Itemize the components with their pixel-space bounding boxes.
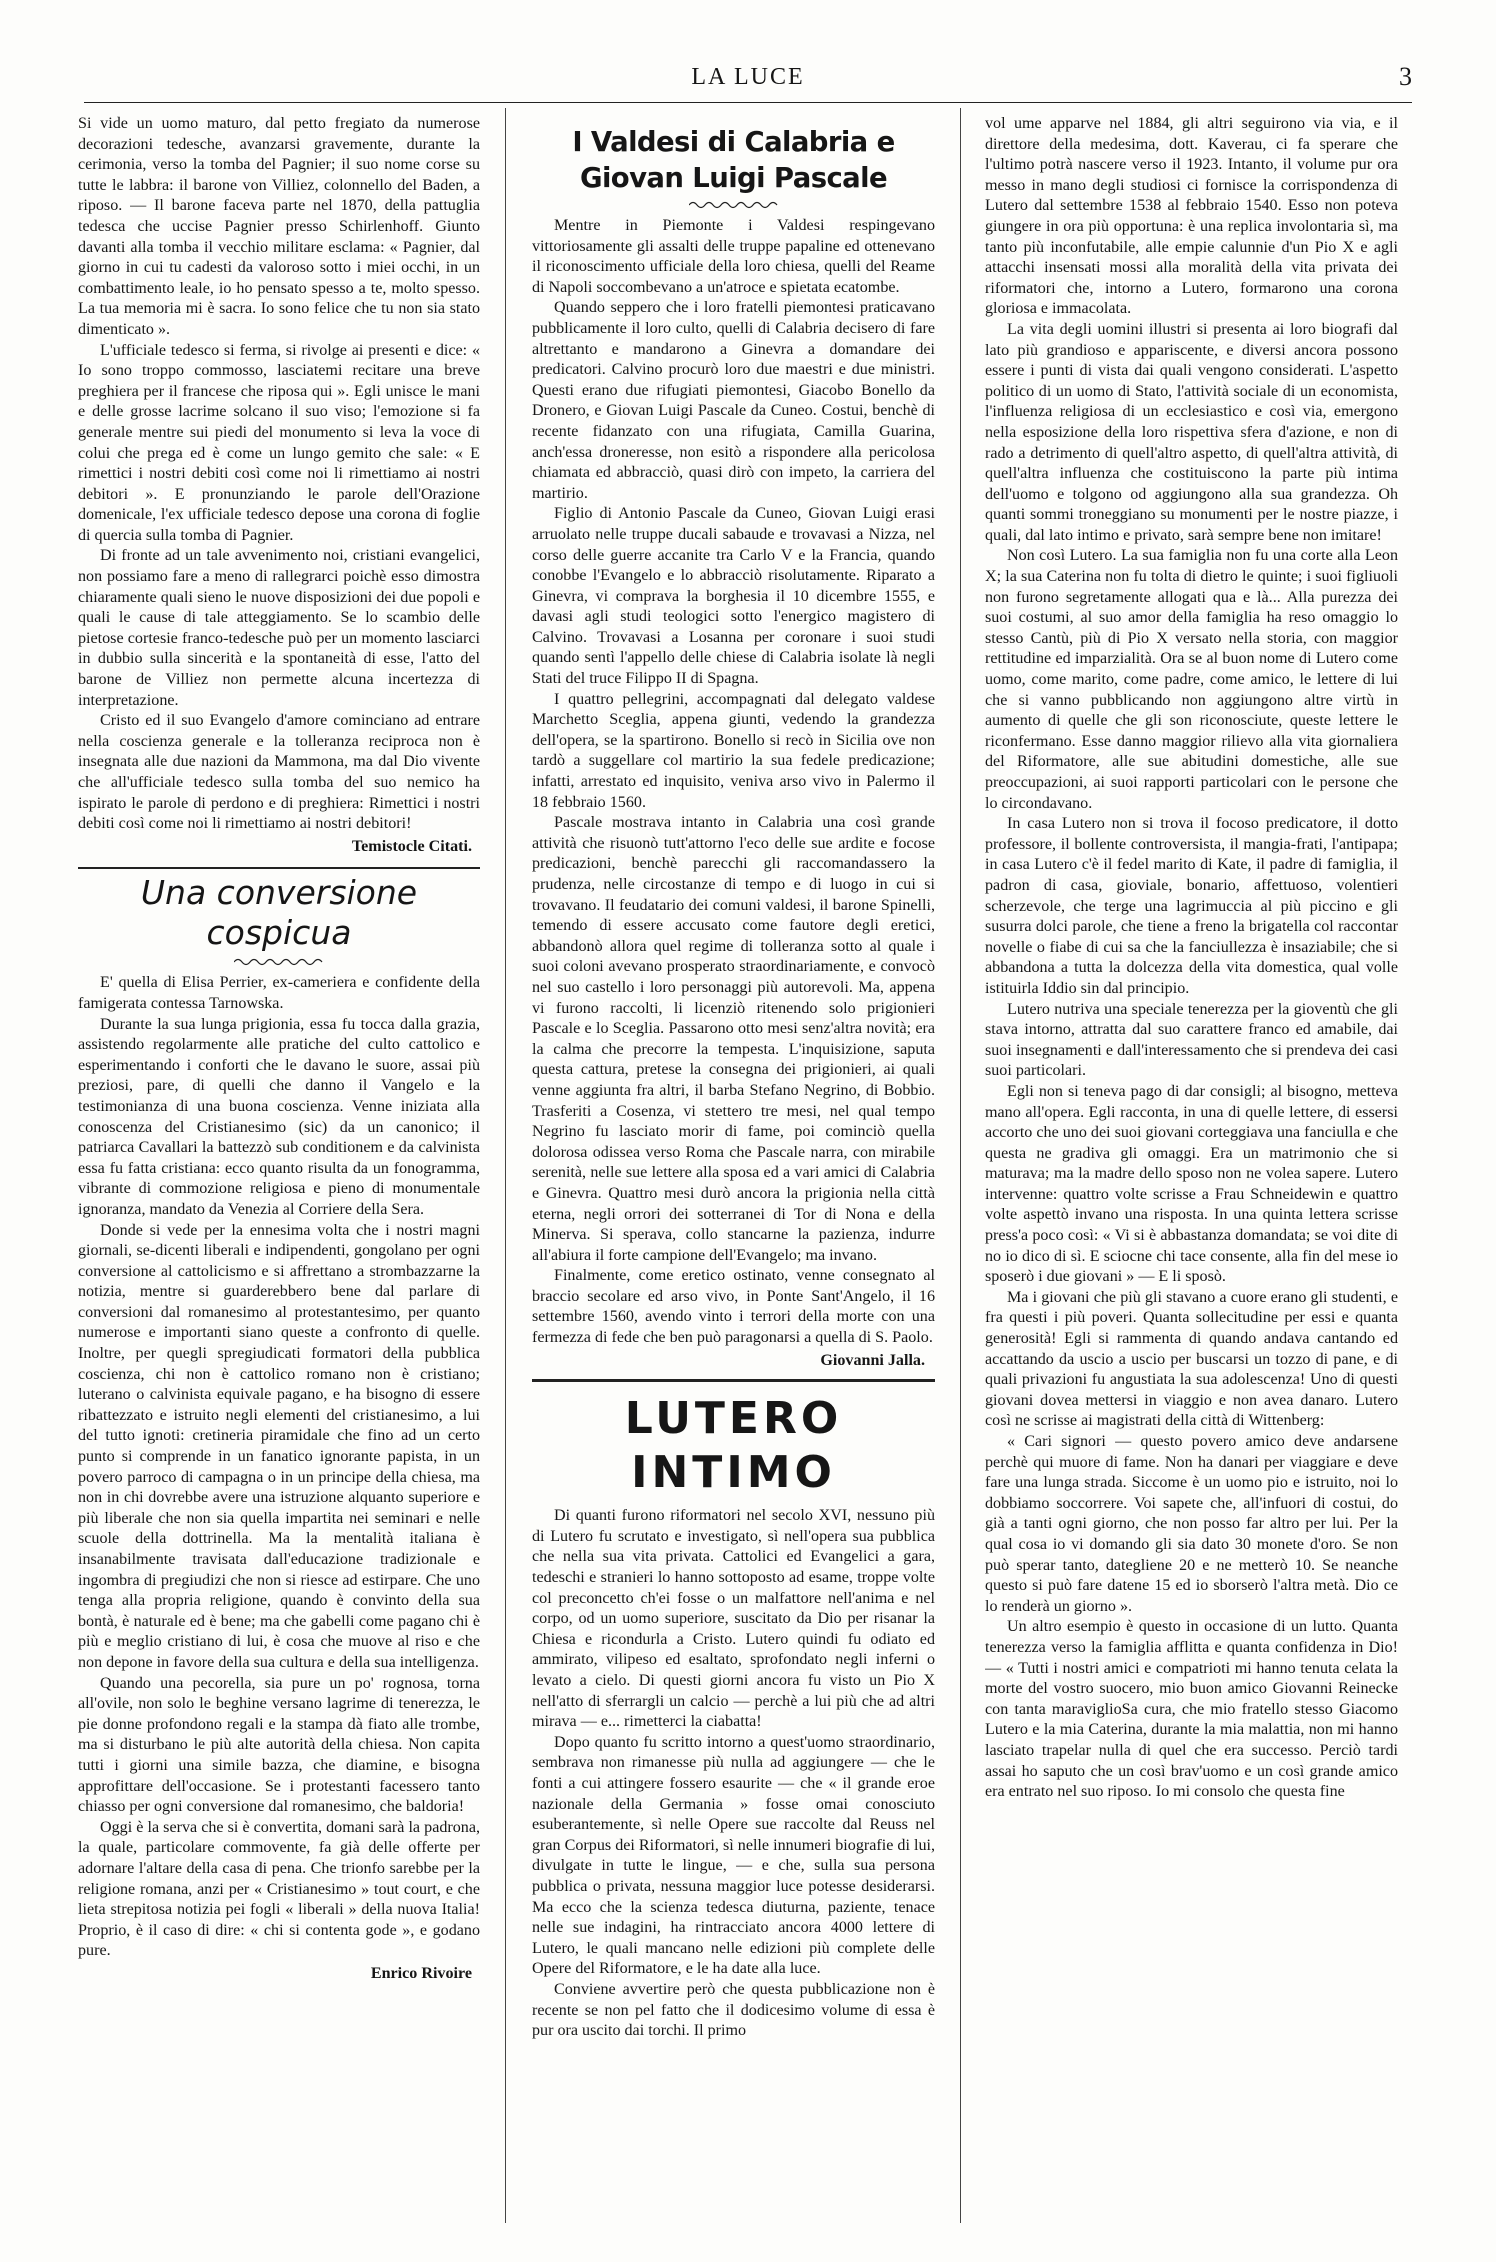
paragraph: Donde si vede per la ennesima volta che i nostri magni giornali, se-dicenti liberali e indipendenti, gongolano per ogni conversione al cattolicismo e si affrettano a strombazzarne la notizia, mentre si guarderebbero bene dal parlare di conversioni dal romanesimo al protestantesimo, per quanto numerose e importanti siano queste a confronto di quelle. Inoltre, per quegli spregiudicati formatori della pubblica coscienza, chi non è cattolico romano non è cristiano; luterano o calvinista equivale pagano, e ha bisogno di essere ribattezzato e istruito negli elementi del cristianesimo, a lui del tutto ignoti: cretineria piramidale che fino ad un certo punto si comprende in un fanatico ignorante papista, in un povero parroco di campagna o in un principe della chiesa, ma non in chi dovrebbe avere una istruzione alquanto superiore e più liberale che non sia quella impartita nei seminari e nelle scuole della dottrinella. Ma la mentalità italiana è insanabilmente travisata dall'educazione tradizionale e ingombra di pregiudizi che non si riesce ad estirpare. Che uno tenga alla propria religione, quando è convinto della sua bontà, è naturale ed è bene; ma che gabelli come pagano chi è più e meglio cristiano di lui, è cosa che muove al riso e che non depone in favore della sua cultura e della sua intelligenza. <box>78 1221 480 1671</box>
paragraph: Dopo quanto fu scritto intorno a quest'uomo straordinario, sembrava non rimanesse più nulla ad aggiungere — che le fonti a cui attingere fossero esaurite — che « il grande eroe nazionale della Germania » fosse omai conosciuto esuberantemente, sì nelle Opere sue raccolte dal Reuss nel gran Corpus dei Riformatori, sì nelle innumeri biografie di lui, divulgate in tutte le lingue, — e che, sulla sua persona pubblica o privata, nessuna maggior luce potesse desiderarsi. Ma ecco che la scienza tedesca diuturna, paziente, tenace nelle sue indagini, ha rintracciato ancora 4000 lettere di Lutero, le quali mancano nelle edizioni più complete delle Opere del Riformatore, e le ha date alla luce. <box>532 1733 935 1978</box>
article-heading: I Valdesi di Calabria e Giovan Luigi Pascale <box>572 126 895 194</box>
article-heading: Una conversione cospicua <box>78 867 480 953</box>
paragraph: Lutero nutriva una speciale tenerezza per la gioventù che gli stava intorno, attratta dal suo carattere franco ed amabile, dai suoi insegnamenti e dall'interessamento che si prendeva dei casi suoi particolari. <box>985 1000 1398 1080</box>
paragraph: Non così Lutero. La sua famiglia non fu una corte alla Leon X; la sua Caterina non fu tolta di dietro le quinte; i suoi figliuoli non furono segretamente allogati qua e là... Alla purezza dei suoi costumi, al suo amor della famiglia ha reso omaggio lo stesso Cantù, più di Pio X versato nella storia, con maggior rettitudine ed imparzialità. Ora se al buon nome di Lutero come uomo, come marito, come padre, come amico, le lettere di lui che si vanno pubblicando non aggiungono altre virtù in aumento di quelle che gli son riconosciute, queste lettere le riconfermano. Esse danno maggior rilievo alla vita giornaliera del Riformatore, alle sue abitudini domestiche, alle sue preoccupazioni, ai suoi rapporti particolari con le persone che lo circondavano. <box>985 547 1398 812</box>
page-number: 3 <box>1399 62 1412 91</box>
paragraph: vol ume apparve nel 1884, gli altri seguirono via via, e il direttore della medesima, dott. Kaverau, ci fa sperare che l'ultimo potrà nascere verso il 1923. Intanto, il volume pur ora messo in mano degli studiosi ci fornisce la corrispondenza di Lutero dal settembre 1538 al febbraio 1540. Esso non poteva giungere in ora più opportuna: è una replica involontaria sì, ma tanto più inconfutabile, alle empie calunnie d'un Pio X e agli attacchi insensati mossi alla moralità della vita privata dei riformatori che, intorno a Lutero, formarono una corona gloriosa e immacolata. <box>985 115 1398 318</box>
article-signature: Giovanni Jalla. <box>820 1351 925 1369</box>
paragraph: La vita degli uomini illustri si presenta ai loro biografi dal lato più grandioso e appariscente, e diversi ancora possono essere i punti di vista dai quali vengono considerati. L'aspetto politico di un uomo di Stato, l'attività sociale di un economista, l'influenza religiosa di un ecclesiastico e così via, emergono nella esposizione della loro rispettiva sfera d'azione, e non di rado a detrimento di quell'altro aspetto, di quell'altra attività, di quell'altra influenza che costituiscono la parte più intima dell'uomo e tolgono od aggiungono alla sua grandezza. Oh quanti sommi troneggiano su monumenti per le nostre piazze, i quali, dal lato intimo e privato, sarà sempre bene non imitare! <box>985 320 1398 544</box>
paragraph: I quattro pellegrini, accompagnati dal delegato valdese Marchetto Sceglia, appena giunti, vedendo la grandezza dell'opera, se la spartirono. Bonello si recò in Sicilia ove non tardò a suggellare col martirio la sua fedele predicazione; infatti, arrestato ed inquisito, veniva arso vivo in Palermo il 18 febbraio 1560. <box>532 690 935 811</box>
paragraph: In casa Lutero non si trova il focoso predicatore, il dotto professore, il bollente controversista, il mangia-frati, l'antipapa; in casa Lutero c'è il fedel marito di Kate, il padre di famiglia, il padron di casa, gioviale, bonario, affettuoso, volentieri scherzevole, che terge una lagrimuccia al più piccino e gli susurra dolci parole, che tiene a freno la brigatella col raccontar novelle o fiabe di cui sa che la fanciullezza è insaziabile; che si abbandona a tutta la dolcezza della vita domestica, qual volle istituirla Iddio sin dal principio. <box>985 815 1398 997</box>
paragraph: Mentre in Piemonte i Valdesi respingevano vittoriosamente gli assalti delle truppe papaline ed ottenevano il riconoscimento ufficiale della loro chiesa, quelli del Reame di Napoli soccombevano a un'atroce e spietata ecatombe. <box>532 217 935 296</box>
paragraph: Egli non si teneva pago di dar consigli; al bisogno, metteva mano all'opera. Egli racconta, in una di quelle lettere, di essersi accorto che uno dei suoi giovani corteggiava una fanciulla e che questa ne gradiva gli omaggi. Era un matrimonio che si maturava; ma la madre dello sposo non ne volea sapere. Lutero intervenne: quattro volte scrisse a Frau Schneidewin e quattro volte aspettò invano una risposta. In una quinta lettera scrisse press'a poco così: « Vi si è abbastanza domandata; se voi dite di no io dico di sì. E sciocne chi tace consente, alla fin del mese io sposerò i due giovani » — E li sposò. <box>985 1082 1398 1286</box>
paragraph: E' quella di Elisa Perrier, ex-cameriera e confidente della famigerata contessa Tarnowska. <box>78 974 480 1012</box>
paragraph: Pascale mostrava intanto in Calabria una così grande attività che risuonò tutt'attorno l'eco delle sue ardite e focose predicazioni, benchè parecchi gli raccomandassero la prudenza, nelle circostanze di tempo e di luogo in cui si trovavano. Il feudatario dei comuni valdesi, il barone Spinelli, temendo di essere accusato come fautore degli eretici, abbandonò allora quel regime di tolleranza sotto al quale i suoi coloni avevano prosperato straordinariamente, e convocò nel suo castello i loro personaggi più autorevoli. Ma, appena vi furono raccolti, li licenziò ritenendo solo prigionieri Pascale e lo Sceglia. Passarono otto mesi senz'altra novità; era la calma che precorre la tempesta. L'inquisizione, saputa questa cattura, pretese la consegna dei prigionieri, ai quali venne aggiunta fra altri, il barba Stefano Negrino, di Bobbio. Trasferiti a Cosenza, vi stettero tre mesi, nel qual tempo Negrino fu lasciato morir di fame, poi cominciò quella dolorosa odissea verso Roma che Pascale narra, con mirabile serenità, nelle sue lettere alla sposa ed a vari amici di Calabria e Ginevra. Quattro mesi durò ancora la prigionia nella città eterna, negli orrori dei sotterranei di Tor di Nona e della Minerva. Si sperava, collo stancarne la pazienza, indurre all'abiura il forte campione dell'Evangelo; ma invano. <box>532 814 935 1264</box>
paragraph: Conviene avvertire però che questa pubblicazione non è recente se non pel fatto che il dodicesimo volume di essa è pur ora uscito dai torchi. Il primo <box>532 1980 935 2040</box>
heading-ornament <box>78 953 480 967</box>
paragraph: Cristo ed il suo Evangelo d'amore cominciano ad entrare nella coscienza generale e la tolleranza reciproca non è insegnata alle due nazioni da Mammona, ma dal Dio vivente che all'ufficiale tedesco sulla tomba del suo nemico ha ispirato le parole di perdono e di preghiera: Rimettici i nostri debiti così come noi li rimettiamo ai nostri debitori! <box>78 712 480 833</box>
column-1 <box>78 114 480 2219</box>
column-3 <box>985 114 1398 2219</box>
quoted-letter: « Cari signori — questo povero amico deve andarsene perchè qui muore di fame. Non ha danari per viaggiare e deve fare una lunga strada. Siccome è un uomo pio e istruito, noi lo dobbiamo soccorrere. Voi sapete che, all'infuori di costui, do già a tanti ogni giorno, che non posso far altro per lui. Per la qual cosa io vi domando gli sia dato 30 monete d'oro. Se non può sperar tanto, dategliene 20 e ne metterò 10. Se neanche questo si può fare datene 15 ed io sborserò l'altra metà. Dio ce lo renderà un giorno ». <box>985 1433 1398 1615</box>
paragraph: Di quanti furono riformatori nel secolo XVI, nessuno più di Lutero fu scrutato e investigato, sì nell'opera sua pubblica che nella sua vita privata. Cattolici ed Evangelici a gara, tedeschi e stranieri lo hanno sottoposto ad esame, troppe volte col preconcetto ch'ei fosse o un malfattore nell'anima e nel corpo, od un uomo superiore, suscitato da Dio per risanar la Chiesa e ricondurla a Cristo. Lutero quindi fu odiato ed ammirato, vilipeso ed esaltato, sprofondato negli inferni o levato a cielo. Di questi giorni ancora fu visto un Pio X nell'atto di sferrargli un calcio — perchè a lui più che ad altri mirava — e... rimetterci la ciabatta! <box>532 1507 935 1731</box>
paragraph: L'ufficiale tedesco si ferma, si rivolge ai presenti e dice: « Io sono troppo commosso, lasciatemi recitare una breve preghiera per il francese che riposa qui ». Egli unisce le mani e delle grosse lacrime solcano il suo viso; l'emozione si fa generale mentre sui piedi del monumento si leva la voce di colui che prega ed è come un lungo gemito che sale: « E rimettici i nostri debiti così come noi li rimettiamo ai nostri debitori ». E pronunziando le parole dell'Orazione domenicale, l'ex ufficiale tedesco depose una corona di foglie di quercia sulla tomba di Pagnier. <box>78 341 480 544</box>
column-rule-1 <box>505 108 506 2223</box>
paragraph: Quando seppero che i loro fratelli piemontesi praticavano pubblicamente il loro culto, quelli di Calabria decisero di fare altrettanto e mandarono a Ginevra a domandare dei predicatori. Calvino procurò loro due maestri e due ministri. Questi erano due rifugiati piemontesi, Giacobo Bonello da Dronero, e Giovan Luigi Pascale da Cuneo. Costui, benchè di recente fidanzato con una rifugiata, Camilla Guarina, anch'essa droneresse, non esitò a rispondere alla pericolosa chiamata ed abbracciò, quasi dirò con impeto, la carriera del martirio. <box>532 299 935 502</box>
paragraph: Durante la sua lunga prigionia, essa fu tocca dalla grazia, assistendo regolarmente alle pratiche del culto cattolico e esperimentando i conforti che le davano le suore, assai più preziosi, pare, di quelli che danno il Vangelo e la testimonianza di una buona coscienza. Venne iniziata alla conoscenza del Cristianesimo (sic) da un canonico; il patriarca Cavallari la battezzò sub conditionem e da calvinista essa fu fatta cristiana: ecco quanto risulta da un fonogramma, vibrante di commozione religiosa e pieno di monumentale ignoranza, mandato da Venezia al Corriere della Sera. <box>78 1015 480 1218</box>
heading-ornament <box>532 196 935 210</box>
paragraph: Di fronte ad un tale avvenimento noi, cristiani evangelici, non possiamo fare a meno di rallegrarci poichè esso dimostra chiaramente quali sieno le nuove disposizioni dei due popoli e quali le cause di tale atteggiamento. Se lo scambio delle pietose cortesie franco-tedesche può per un momento lasciarci in dubbio sulla sincerità e la spontaneità di esse, l'atto del barone de Villiez non permette alcuna incertezza di interpretazione. <box>78 547 480 709</box>
article-signature: Enrico Rivoire <box>370 1964 472 1982</box>
column-rule-2 <box>960 108 961 2223</box>
paragraph: Figlio di Antonio Pascale da Cuneo, Giovan Luigi erasi arruolato nelle truppe ducali sabaude e trovavasi a Nizza, nel corso delle guerre accanite tra Carlo V e la Francia, quando conobbe l'Evangelo e lo abbracciò risolutamente. Riparato a Ginevra, vi comprava la borghesia il 10 dicembre 1555, e davasi agli studi teologici sotto l'energico magistero di Calvino. Trovavasi a Losanna per coronare i suoi studi quando sentì l'appello delle chiese di Calabria isolate là negli Stati del truce Filippo II di Spagna. <box>532 505 935 688</box>
paragraph: Quando una pecorella, sia pure un po' rognosa, torna all'ovile, non solo le beghine versano lagrime di tenerezza, le pie donne profondono regali e la stampa dà fiato alle trombe, ma si disturbano le più alte autorità della chiesa. Non capita tutti i giorni una simile bazza, che diamine, e bisogna approfittare dell'occasione. Se i protestanti facessero tanto chiasso per ogni conversione dal romanesimo, che baldoria! <box>78 1674 480 1816</box>
newspaper-title: LA LUCE <box>691 64 805 90</box>
column-2 <box>532 114 935 2219</box>
masthead <box>84 62 1412 103</box>
paragraph: Finalmente, come eretico ostinato, venne consegnato al braccio secolare ed arso vivo, in Ponte Sant'Angelo, il 16 settembre 1560, avendo vinto i terrori della morte con una fermezza di fede che ben può paragonarsi a quella di S. Paolo. <box>532 1267 935 1347</box>
paragraph: Si vide un uomo maturo, dal petto fregiato da numerose decorazioni tedesche, avanzarsi gravemente, durante la cerimonia, verso la tomba del Pagnier; il suo nome corse su tutte le labbra: il barone von Villiez, colonnello del Baden, a riposo. — Il barone faceva parte nel 1870, della pattuglia tedesca che uccise Pagnier presso Schirlenhoff. Giunto davanti alla tomba il vecchio militare esclama: « Pagnier, dal giorno in cui tu cadesti da valoroso sotto i miei occhi, in un combattimento leale, io ho pensato spesso a te, molto spesso. La tua memoria mi è sacra. Io sono felice che tu non sia stato dimenticato ». <box>78 115 480 338</box>
paragraph: Un altro esempio è questo in occasione di un lutto. Quanta tenerezza verso la famiglia afflitta e quanta confidenza in Dio! — « Tutti i nostri amici e compatrioti mi hanno tenuta celata la morte del vostro suocero, mio buon amico Giovanni Reinecke con tanta maraviglioSa cura, che mio fratello stesso Giacomo Lutero e la mia Caterina, durante la mia malattia, non mi hanno lasciato trapelar nulla di quel che era successo. Perciò tardi assai ho saputo che un così brav'uomo e un così grande amico era entrato nel suo riposo. Io mi consolo che questa fine <box>985 1618 1398 1801</box>
article-signature: Temistocle Citati. <box>351 837 472 855</box>
paragraph: Oggi è la serva che si è convertita, domani sarà la padrona, la quale, particolare commovente, fa già delle offerte per adornare l'altare della casa di pena. Che trionfo sarebbe per la religione romana, anzi per « Cristianesimo » tout court, e che lieta strepitosa notizia pei fogli « liberali » della nuova Italia! Proprio, è il caso di dire: « chi si contenta gode », e godano pure. <box>78 1818 480 1960</box>
paragraph: Ma i giovani che più gli stavano a cuore erano gli studenti, e fra questi i più poveri. Quanta sollecitudine per essi e quanta generosità! Egli si rammenta di quando andava cantando ed accattando da uscio a uscio per buscarsi un tozzo di pane, e di quali privazioni fu angustiata la sua adolescenza! Uno di questi giovani dovea mettersi in viaggio e non avea danaro. Lutero così ne scrisse ai magistrati della città di Wittenberg: <box>985 1288 1398 1430</box>
article-heading: LUTERO INTIMO <box>532 1379 935 1500</box>
